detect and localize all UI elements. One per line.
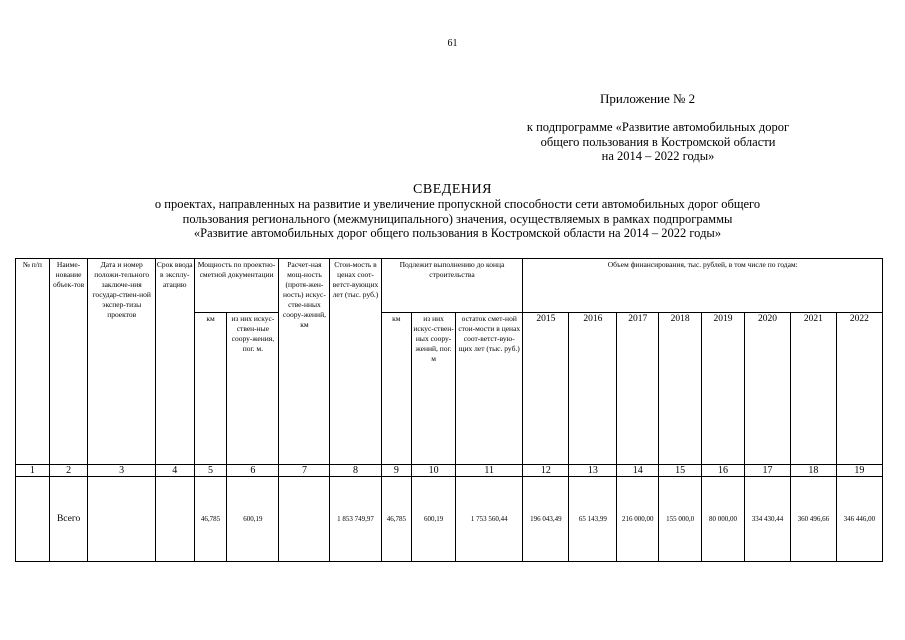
appendix-line: на 2014 – 2022 годы» <box>601 149 715 163</box>
header-date: Дата и номер положи-тельного заключе-ния государ-ствен-ной экспер-тизы проектов <box>88 259 155 465</box>
header-year: 2017 <box>617 313 659 465</box>
header-year: 2020 <box>744 313 790 465</box>
cell-calc <box>279 477 330 562</box>
header-year: 2018 <box>659 313 702 465</box>
header-subject: Подлежит выполнению до конца строительства <box>381 259 523 313</box>
cell-year-amount: 80 000,00 <box>702 477 745 562</box>
document-subtitle <box>60 197 855 241</box>
appendix-line: к подпрограмме «Развитие автомобильных дорог <box>526 120 790 134</box>
cell-year-amount: 196 043,49 <box>523 477 569 562</box>
cell-year-amount: 346 446,00 <box>836 477 882 562</box>
column-number: 6 <box>227 465 279 477</box>
column-number: 13 <box>569 465 617 477</box>
cell-year-amount: 334 430,44 <box>744 477 790 562</box>
column-number: 5 <box>194 465 227 477</box>
cell-sub-structures: 600,19 <box>412 477 456 562</box>
table-row-total <box>16 477 883 562</box>
appendix-subtitle <box>478 120 838 164</box>
column-number: 9 <box>381 465 412 477</box>
appendix-line: общего пользования в Костромской области <box>540 134 776 149</box>
header-term: Срок ввода в эксплу-атацию <box>155 259 194 465</box>
column-number: 16 <box>702 465 745 477</box>
header-cost: Стои-мость в ценах соот-ветст-вующих лет (тыс. руб.) <box>330 259 381 465</box>
header-cap-km: км <box>194 313 227 465</box>
header-sub-remaining: остаток смет-ной стои-мости в ценах соот-ветст-вую-щих лет (тыс. руб.) <box>456 313 523 465</box>
cell-total-label: Всего <box>49 477 88 562</box>
cell-year-amount: 216 000,00 <box>617 477 659 562</box>
header-sub-km: км <box>381 313 412 465</box>
cell-cap-structures: 600,19 <box>227 477 279 562</box>
cell-year-amount: 360 496,66 <box>790 477 836 562</box>
header-year: 2015 <box>523 313 569 465</box>
header-num: № п/п <box>16 259 50 465</box>
header-name: Наиме-нование объек-тов <box>49 259 88 465</box>
column-number: 10 <box>412 465 456 477</box>
page-number: 61 <box>447 38 458 49</box>
header-year: 2019 <box>702 313 745 465</box>
cell-cap-km: 46,785 <box>194 477 227 562</box>
cell-year-amount: 155 000,0 <box>659 477 702 562</box>
column-number: 2 <box>49 465 88 477</box>
column-number: 1 <box>16 465 50 477</box>
appendix-title: Приложение № 2 <box>600 91 696 106</box>
header-year: 2016 <box>569 313 617 465</box>
column-number: 11 <box>456 465 523 477</box>
header-sub-structures: из них искус-ствен-ных соору-жений, пог. м <box>412 313 456 465</box>
header-year: 2021 <box>790 313 836 465</box>
cell-sub-km: 46,785 <box>381 477 412 562</box>
header-capacity: Мощность по проектно-сметной документации <box>194 259 279 313</box>
cell-num <box>16 477 50 562</box>
subtitle-line: «Развитие автомобильных дорог общего пользования в Костромской области на 2014 – 2022 годы» <box>193 226 722 240</box>
column-number: 8 <box>330 465 381 477</box>
column-number: 17 <box>744 465 790 477</box>
header-financing: Объем финансирования, тыс. рублей, в том числе по годам: <box>523 259 883 313</box>
header-year: 2022 <box>836 313 882 465</box>
column-number: 19 <box>836 465 882 477</box>
document-title: СВЕДЕНИЯ <box>413 182 492 197</box>
column-number: 4 <box>155 465 194 477</box>
subtitle-line: пользования регионального (межмуниципального) значения, осуществляемых в рамках подпрограммы <box>182 211 733 226</box>
cell-term <box>155 477 194 562</box>
column-number: 18 <box>790 465 836 477</box>
column-number: 12 <box>523 465 569 477</box>
column-number: 14 <box>617 465 659 477</box>
header-calc: Расчет-ная мощ-ность (протя-жен-ность) искус-стве-нных соору-жений, км <box>279 259 330 465</box>
cell-cost: 1 853 749,97 <box>330 477 381 562</box>
header-cap-structures: из них искус-ствен-ные соору-жения, пог. м. <box>227 313 279 465</box>
cell-date <box>88 477 155 562</box>
column-number: 7 <box>279 465 330 477</box>
cell-year-amount: 65 143,99 <box>569 477 617 562</box>
column-number: 15 <box>659 465 702 477</box>
subtitle-line: о проектах, направленных на развитие и увеличение пропускной способности сети автомобильных дорог общего <box>154 197 761 211</box>
projects-table <box>15 258 883 562</box>
cell-sub-remaining: 1 753 560,44 <box>456 477 523 562</box>
column-number: 3 <box>88 465 155 477</box>
